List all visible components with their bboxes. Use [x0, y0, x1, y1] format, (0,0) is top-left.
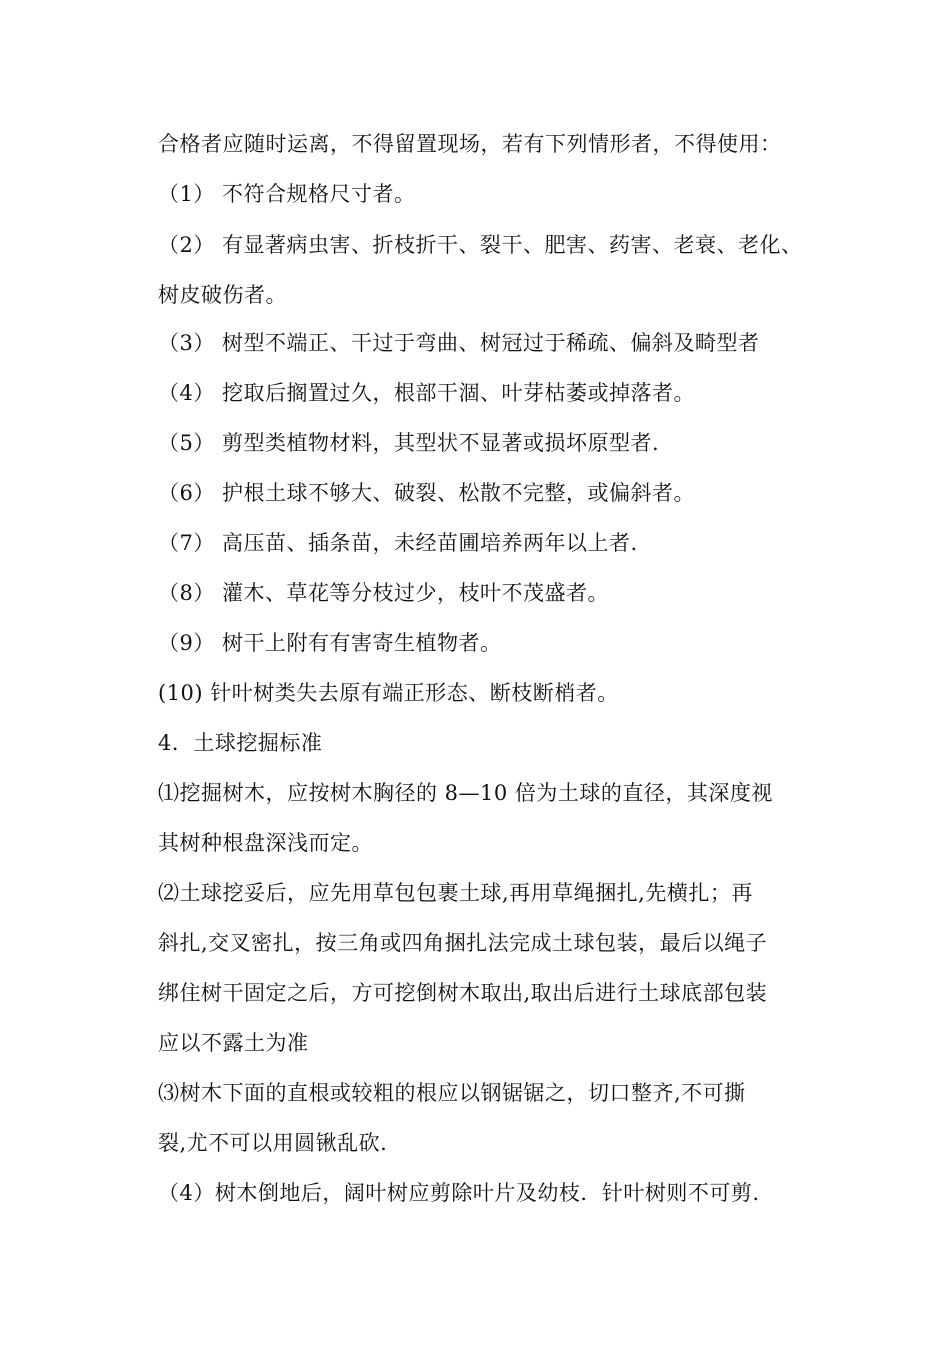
text-line-item-5: （5） 剪型类植物材料，其型状不显著或损坏原型者.: [158, 431, 660, 455]
text-line-rule-2-cont-1: 斜扎,交叉密扎，按三角或四角捆扎法完成土球包装，最后以绳子: [158, 931, 768, 955]
text-line-rule-2-cont-2: 绑住树干固定之后，方可挖倒树木取出,取出后进行土球底部包装: [158, 981, 768, 1005]
text-line-rule-2-cont-3: 应以不露土为准: [158, 1031, 309, 1055]
text-line-item-6: （6） 护根土球不够大、破裂、松散不完整，或偏斜者。: [158, 481, 696, 505]
text-line-item-9: （9） 树干上附有有害寄生植物者。: [158, 631, 502, 655]
text-line-item-3: （3） 树型不端正、干过于弯曲、树冠过于稀疏、偏斜及畸型者: [158, 331, 760, 355]
text-line-rule-1: ⑴挖掘树木，应按树木胸径的 8—10 倍为土球的直径，其深度视: [158, 781, 773, 805]
text-line-item-2: （2） 有显著病虫害、折枝折干、裂干、肥害、药害、老衰、老化、: [158, 233, 803, 257]
section-heading: 4．土球挖掘标准: [158, 731, 323, 755]
text-line-item-4: （4） 挖取后搁置过久，根部干涸、叶芽枯萎或掉落者。: [158, 381, 696, 405]
text-line-item-10: (10) 针叶树类失去原有端正形态、断枝断梢者。: [158, 681, 619, 705]
text-line-rule-1-cont: 其树种根盘深浅而定。: [158, 831, 373, 855]
text-line-rule-4: （4）树木倒地后，阔叶树应剪除叶片及幼枝．针叶树则不可剪.: [158, 1181, 760, 1205]
text-line-item-1: （1） 不符合规格尺寸者。: [158, 182, 416, 206]
text-line-item-8: （8） 灌木、草花等分枝过少，枝叶不茂盛者。: [158, 581, 610, 605]
text-line-item-7: （7） 高压苗、插条苗，未经苗圃培养两年以上者.: [158, 531, 638, 555]
text-line-rule-2: ⑵土球挖妥后，应先用草包包裹土球,再用草绳捆扎,先横扎；再: [158, 881, 753, 905]
text-line-item-2-cont: 树皮破伤者。: [158, 283, 287, 307]
text-line-intro: 合格者应随时运离，不得留置现场，若有下列情形者，不得使用：: [158, 132, 782, 156]
text-line-rule-3: ⑶树木下面的直根或较粗的根应以钢锯锯之，切口整齐,不可撕: [158, 1081, 746, 1105]
text-line-rule-3-cont: 裂,尤不可以用圆锹乱砍.: [158, 1131, 388, 1155]
